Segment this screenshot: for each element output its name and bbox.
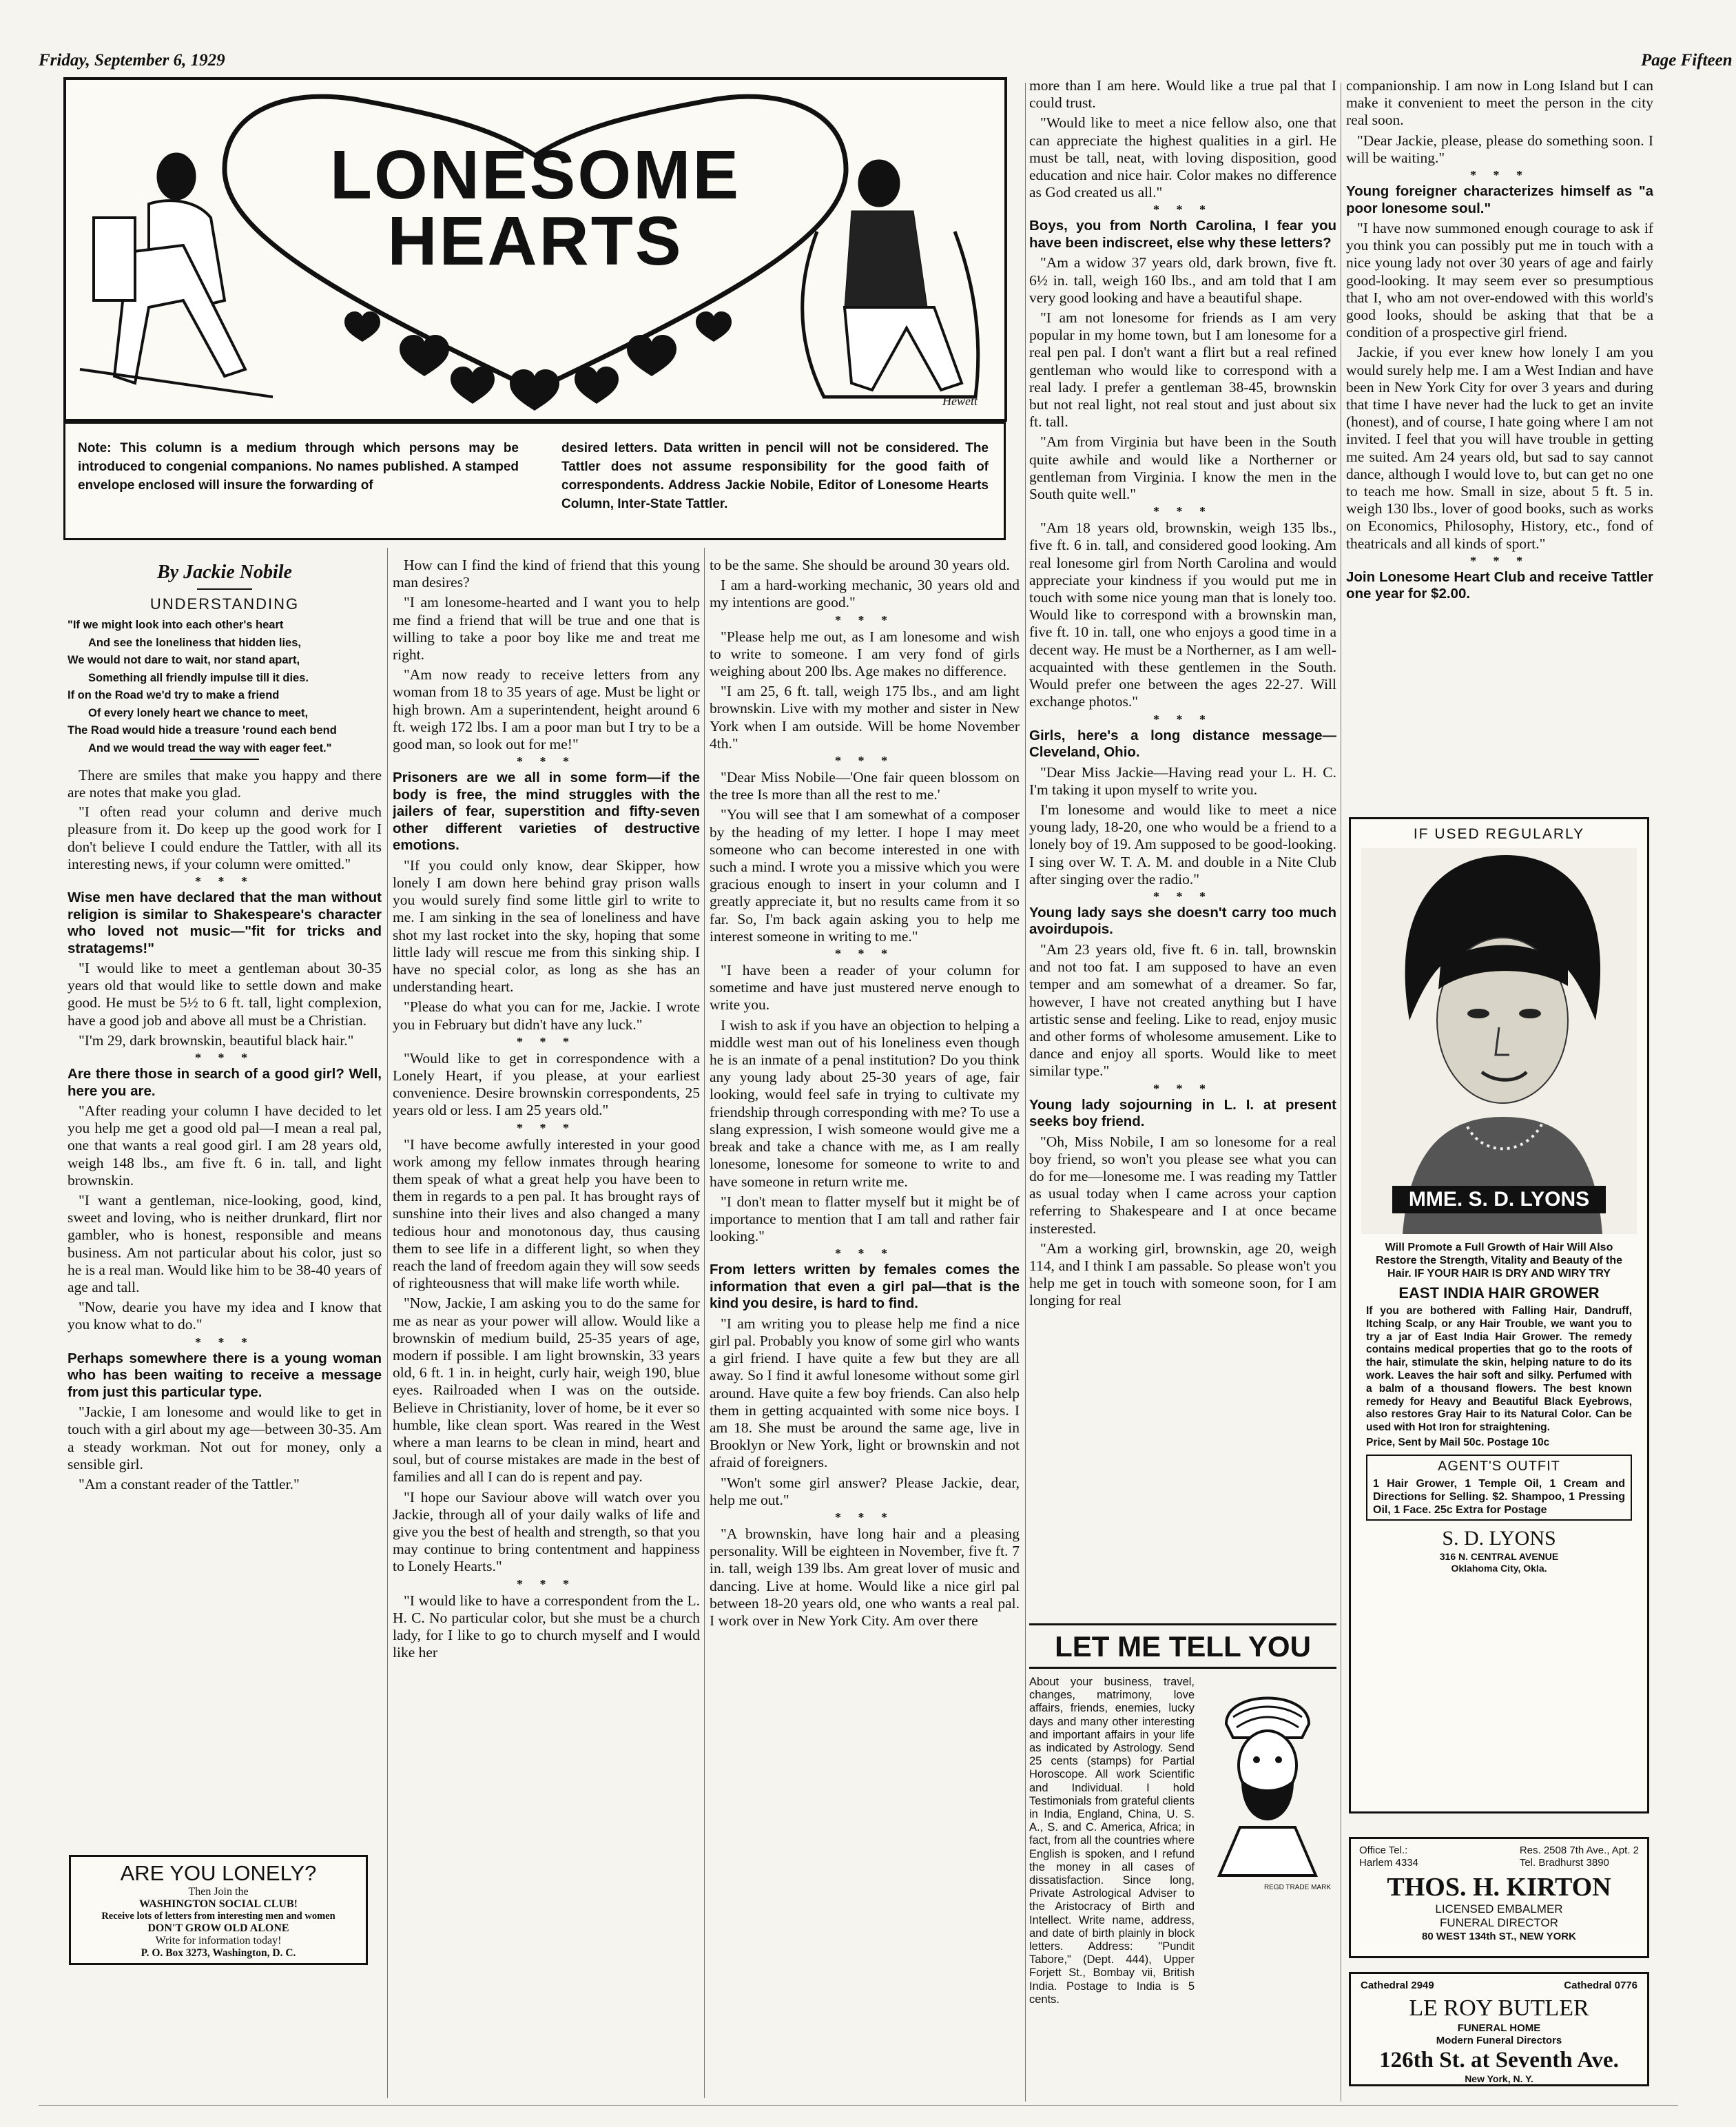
poem-line: The Road would hide a treasure 'round each bend	[68, 724, 337, 737]
separator-stars: * * *	[1153, 889, 1212, 903]
ad-line: LICENSED EMBALMER	[1435, 1902, 1563, 1915]
ad-price: Price, Sent by Mail 50c. Postage 10c	[1366, 1436, 1550, 1448]
paragraph: "I'm 29, dark brownskin, beautiful black hair."	[79, 1031, 354, 1049]
ad-line: Modern Funeral Directors	[1436, 2035, 1562, 2046]
separator-stars: * * *	[1470, 168, 1529, 183]
column-note	[63, 422, 1006, 540]
ad-line: WASHINGTON SOCIAL CLUB!	[139, 1898, 298, 1910]
separator-stars: * * *	[835, 947, 894, 961]
ad-top-rule	[1029, 1623, 1336, 1625]
ad-phones-left	[1359, 1845, 1418, 1869]
residence-number: Tel. Bradhurst 3890	[1519, 1857, 1609, 1869]
paragraph: There are smiles that make you happy and there are notes that make you glad.	[68, 767, 382, 801]
paragraph: more than I am here. Would like a true pal that I could trust.	[1029, 77, 1336, 112]
separator-stars: * * *	[195, 874, 254, 889]
ad-promo: Will Promote a Full Growth of Hair Will Also Restore the Strength, Vitality and Beauty of the Hair. IF YOUR HAIR IS DRY AND WIRY TRY	[1376, 1242, 1622, 1280]
paragraph: "I am 25, 6 ft. tall, weigh 175 lbs., and am light brownskin. Live with my mother and sister in New York when I am outside. Will be home November 4th."	[710, 683, 1020, 752]
poem	[68, 618, 382, 755]
paragraph: "I hope our Saviour above will watch over you Jackie, through all of your daily walks of life and give you the best of health and strength, so that you may continue to bring contentment and happiness to Lonely Hearts."	[393, 1488, 700, 1575]
poem-line: If on the Road we'd try to make a friend	[68, 689, 280, 702]
ad-line: Write for information today!	[155, 1935, 282, 1946]
ad-title: ARE YOU LONELY?	[120, 1861, 317, 1885]
page-number: Page Fifteen	[1641, 51, 1733, 70]
page-bottom-rule	[39, 2105, 1678, 2106]
separator-stars: * * *	[1153, 1081, 1212, 1096]
ad-body-text: About your business, travel, changes, matrimony, love affairs, friends, enemies, lucky days and many other interesting and important affairs in your life as indicated by Astrology. Send 25 cents (stamps) for Partial Horoscope. All work Scientific and Individual. I hold Testimonials from grateful clients in India, England, China, U. S. A., S. and C. America, Africa; in fact, from all the countries where English is spoken, and I refund the money in all cases of dissatisfaction. Since long, Private Astrological Adviser to the Aristocracy of Birth and Intellect. Write name, address, and date of birth plainly in block letters. Address: "Pundit Tabore," (Dept. 444), Upper Forjett St., Bombay vii, British India. Postage to India is 5 cents.	[1029, 1676, 1195, 2006]
separator-stars: * * *	[1153, 504, 1212, 519]
paragraph: "Am now ready to receive letters from any woman from 18 to 35 years of age. Must be light or high brown. Am a superintendent, height around 6 ft. weigh 172 lbs. I am a poor man but I try to be a good man, so look out for me!"	[393, 666, 700, 753]
separator-stars: * * *	[835, 613, 894, 627]
paragraph: "I often read your column and derive much pleasure from it. Do keep up the good work for I don't believe I could endure the Tattler, with all its interesting news, if your column were omitted."	[68, 803, 382, 872]
agents-outfit-box	[1366, 1455, 1632, 1521]
ad-top-line: IF USED REGULARLY	[1413, 826, 1585, 842]
ad-name: LE ROY BUTLER	[1409, 1995, 1589, 2021]
ad-title: LET ME TELL YOU	[1055, 1630, 1311, 1663]
separator-stars: * * *	[1153, 203, 1212, 217]
paragraph: "I would like to have a correspondent from the L. H. C. No particular color, but she must be a church lady, for I like to go to church myself and I would like her	[393, 1592, 700, 1661]
issue-date: Friday, September 6, 1929	[39, 51, 225, 70]
ad-mme-lyons	[1349, 817, 1649, 1813]
ad-phones	[1359, 1845, 1639, 1869]
paragraph: "I am lonesome-hearted and I want you to help me find a friend that will be true and one that is willing to take a poor boy like me and treat me right.	[393, 594, 700, 664]
separator-stars: * * *	[1470, 553, 1529, 568]
paragraph: "Am from Virginia but have been in the South quite awhile and would like a Northerner or gentleman from Virginia. I know the men in the South quite well."	[1029, 433, 1336, 503]
paragraph: How can I find the kind of friend that this young man desires?	[393, 557, 700, 591]
paragraph: "You will see that I am somewhat of a composer by the heading of my letter. I hope I may meet someone who can become interested in one with such a mind. I wrote you a missive which you were gracious enough to insert in your column and I greatly appreciate it, but no results came from it so far. So, I'm back again asking you to help me interest someone in writing to me."	[710, 806, 1020, 945]
paragraph: "Please do what you can for me, Jackie. I wrote you in February but didn't have any luck."	[393, 998, 700, 1033]
paragraph: "I am not lonesome for friends as I am very popular in my home town, but I am lonesome for a real pen pal. I don't want a flirt but a real refined gentleman who would like to correspond with a real lady. I prefer a gentleman 38-45, brownskin but not real light, not real stout and just about six ft. tall.	[1029, 309, 1336, 431]
column-rule	[1025, 83, 1026, 2102]
subhead: Young lady sojourning in L. I. at present seeks boy friend.	[1029, 1096, 1336, 1130]
byline: By Jackie Nobile	[157, 562, 292, 583]
poem-line: We would not dare to wait, nor stand apart,	[68, 654, 300, 667]
ad-leroy-butler	[1349, 1972, 1649, 2086]
paragraph: "Dear Miss Nobile—'One fair queen blossom on the tree Is more than all the rest to me.'	[710, 769, 1020, 803]
ad-phones	[1361, 1980, 1637, 1992]
paragraph: "Am 23 years old, five ft. 6 in. tall, brownskin and not too fat. I am supposed to have an even temper and am somewhat of a dreamer. So far, however, I have not created anything but I have artistic sense and feeling. Like to read, enjoy music and other forms of wholesome amusement. Like to dance and enjoy all sports. Would like to meet similar type."	[1029, 941, 1336, 1080]
paragraph: "Would like to meet a nice fellow also, one that can appreciate the highest qualities in a girl. He must be tall, neat, with loving disposition, good education and nice hair. Color makes no difference as God created us all."	[1029, 114, 1336, 201]
lyons-name-plate: MME. S. D. LYONS	[1392, 1186, 1606, 1213]
paragraph: "Dear Jackie, please, please do something soon. I will be waiting."	[1346, 132, 1653, 166]
paragraph: "I would like to meet a gentleman about 30-35 years old that would like to settle down and make good. He must be 5½ to 6 ft. tall, light complexion, have a good job and above all must be a Christian.	[68, 960, 382, 1029]
paragraph: "I have now summoned enough courage to ask if you think you can possibly put me in touch with a nice young lady not over 30 years of age and fairly good-looking. It may seem ever so presumptious that I, who am not over-endowed with this world's good looks, should be asking that that be a condition of a prospective girl friend.	[1346, 220, 1653, 341]
ad-line: FUNERAL HOME	[1457, 2022, 1541, 2034]
paragraph: "Please help me out, as I am lonesome and wish to write to someone. I am very fond of girls weighing about 200 lbs. Age makes no difference.	[710, 628, 1020, 680]
paragraph: "A brownskin, have long hair and a pleasing personality. Will be eighteen in November, five ft. 7 in. tall, weigh 139 lbs. Am great lover of music and dancing. Live at home. Would like a nice girl pal between 18-20 years old, one who wants a real pal. I work over in New York City. Am over there	[710, 1525, 1020, 1630]
poem-line: And we would tread the way with eager feet."	[88, 741, 332, 754]
ad-line: Then Join the	[188, 1886, 249, 1898]
subhead: Are there those in search of a good girl? Well, here you are.	[68, 1066, 382, 1099]
paragraph: companionship. I am now in Long Island but I can make it convenient to meet the person in the city real soon.	[1346, 77, 1653, 129]
paragraph: "I have become awfully interested in your good work among my fellow inmates through hearing them speak of what a great help you have been to them in regards to a pen pal. It has brought rays of sunshine into their lives and also changed a many tedious hour and monotonous day, thus causing them to see life in a different light, so when they reach the land of freedom again they will sow seeds of righteousness that will make life worth while.	[393, 1136, 700, 1292]
office-number: Harlem 4334	[1359, 1857, 1418, 1869]
ad-let-me-tell-you	[1029, 1623, 1336, 2092]
subhead: Join Lonesome Heart Club and receive Tattler one year for $2.00.	[1346, 568, 1653, 602]
paragraph: "I have been a reader of your column for sometime and have just mustered nerve enough to write you.	[710, 962, 1020, 1014]
paragraph: "Oh, Miss Nobile, I am so lonesome for a real boy friend, so won't you please see what you can do for me—lonesome me. I was reading my Tattler as usual today when I came across your caption referring to Shakespeare and I at once became insterested.	[1029, 1133, 1336, 1237]
poem-line: "If we might look into each other's heart	[68, 619, 284, 632]
paragraph: "After reading your column I have decided to let you help me get a good old pal—I mean a real pal, one that wants a real good girl. I am 28 years old, weigh 148 lbs., am five ft. 6 in. tall, and light brownskin.	[68, 1102, 382, 1189]
poem-line: Something all friendly impulse till it dies.	[88, 671, 309, 684]
paragraph: Jackie, if you ever knew how lonely I am you would surely help me. I am a West Indian and have been in New York City for over 3 years and during that time I have never had the luck to get an invite (honest), and of course, I hate going where I am not invited. I feel that you will have trouble in getting me suited. Am 24 years old, but sad to say cannot dance, although I would love to, but can get no one to teach me how. Small in size, about 5 ft. 5 in. weigh 130 lbs., lover of good books, such as works on Economics, Philosophy, History, etc., fond of theatricals and all kinds of sport."	[1346, 344, 1653, 552]
banner-title	[66, 136, 1004, 280]
ad-street: 126th St. at Seventh Ave.	[1379, 2048, 1619, 2073]
subhead: Perhaps somewhere there is a young woman who has been waiting to receive a message from just this particular type.	[68, 1350, 382, 1400]
separator-stars: * * *	[517, 1120, 576, 1135]
paragraph: "If you could only know, dear Skipper, how lonely I am down here behind gray prison walls you would surely find some little girl to write to me. I am sinking in the sea of loneliness and have shot my last rocket into the sky, hoping that some little lady will rescue me from this sinking ship. I have no special color, as long as she has an understanding heart.	[393, 856, 700, 996]
paragraph: "I want a gentleman, nice-looking, good, kind, sweet and loving, who is neither drunkard, flirt nor gambler, who is honest, responsible and means business. Am not particular about his color, just so he is a real man. Would like him to be 38-40 years of age and tall.	[68, 1192, 382, 1296]
trademark-label: REGD TRADE MARK	[1263, 1884, 1331, 1891]
subhead: Young foreigner characterizes himself as "a poor lonesome soul."	[1346, 183, 1653, 216]
ad-line: FUNERAL DIRECTOR	[1440, 1916, 1558, 1929]
paragraph: "Won't some girl answer? Please Jackie, dear, help me out."	[710, 1474, 1020, 1508]
subhead: From letters written by females comes the information that even a girl pal—that is the kind you desire, is hard to find.	[710, 1262, 1020, 1312]
poem-title: UNDERSTANDING	[149, 595, 300, 613]
paragraph: "Now, dearie you have my idea and I know that you know what to do."	[68, 1299, 382, 1333]
ad-are-you-lonely	[69, 1855, 368, 1965]
column-rule	[704, 548, 705, 2098]
subhead: Prisoners are we all in some form—if the body is free, the mind struggles with the jailers of fear, superstition and fifty-seven other different varieties of destructive emotions.	[393, 770, 700, 854]
separator-stars: * * *	[195, 1335, 254, 1349]
paragraph: "I am writing you to please help me find a nice girl pal. Probably you know of some girl who wants a girl friend. I have quite a few but they are all away. So I find it awful lonesome without some girl around. Have quite a few boy friends. Can also help them in getting acquainted with some nice boys. I am 18. She must be around the same age, live in Brooklyn or New York, light or brownskin and not afraid of foreigners.	[710, 1315, 1020, 1471]
separator-stars: * * *	[835, 754, 894, 768]
paragraph: I am a hard-working mechanic, 30 years old and my intentions are good."	[710, 577, 1020, 611]
ad-city: Oklahoma City, Okla.	[1451, 1562, 1547, 1574]
phone-left: Cathedral 2949	[1361, 1980, 1434, 1991]
column-4	[1029, 77, 1336, 1621]
note-right: desired letters. Data written in pencil will not be considered. The Tattler does not assume responsibility for the good faith of correspondents. Address Jackie Nobile, Editor of Lonesome Hearts Column, Inter-State Tattler.	[561, 441, 989, 511]
paragraph: "Am a widow 37 years old, dark brown, five ft. 6½ in. tall, weigh 160 lbs., and am told that I am very good looking and have a beautiful shape.	[1029, 254, 1336, 306]
residence-address: Res. 2508 7th Ave., Apt. 2	[1519, 1845, 1639, 1856]
poem-end-rule	[190, 759, 259, 760]
paragraph: "I don't mean to flatter myself but it might be of importance to mention that I am tall and rather fair looking."	[710, 1193, 1020, 1245]
separator-stars: * * *	[517, 1576, 576, 1591]
paragraph: "Am a constant reader of the Tattler."	[79, 1475, 300, 1492]
ad-kirton	[1349, 1837, 1649, 1958]
poem-line: And see the loneliness that hidden lies,	[88, 636, 301, 649]
poem-rule	[197, 588, 252, 590]
ad-body	[1029, 1676, 1336, 2006]
column-5	[1346, 77, 1653, 808]
column-3	[710, 557, 1020, 2100]
ad-company: S. D. LYONS	[1442, 1526, 1556, 1550]
subhead: Boys, you from North Carolina, I fear you have been indiscreet, else why these letters?	[1029, 218, 1336, 251]
column-1	[68, 557, 382, 1831]
separator-stars: * * *	[835, 1510, 894, 1525]
separator-stars: * * *	[195, 1051, 254, 1065]
paragraph: "Am a working girl, brownskin, age 20, weigh 114, and I think I am passable. So please won't you help me get in touch with someone soon, for I am longing for real	[1029, 1240, 1336, 1309]
separator-stars: * * *	[517, 754, 576, 769]
paragraph: "Am 18 years old, brownskin, weigh 135 lbs., five ft. 6 in. tall, and considered good looking. Am real lonesome girl from North Carolina and would appreciate your kindness if you would put me in touch with some nice young man that is lonely too. Would like to correspond with a brownskin man, five ft. 10 in. tall, one who enjoys a good time in a decent way. He must be a Northerner, as I am well-acquainted with these gentlemen in the South. Would prefer one between the ages 22-27. Will exchange photos."	[1029, 520, 1336, 710]
separator-stars: * * *	[1153, 712, 1212, 726]
ad-product: EAST INDIA HAIR GROWER	[1398, 1284, 1600, 1302]
paragraph: I'm lonesome and would like to meet a nice young lady, 18-20, one who would be a friend to a lonely boy of 19. Am supposed to be good-looking. I sing over W. T. A. M. and double in a Nite Club after singing over the radio."	[1029, 801, 1336, 887]
ad-address: 80 WEST 134th ST., NEW YORK	[1422, 1931, 1576, 1942]
subhead: Young lady says she doesn't carry too much avoirdupois.	[1029, 904, 1336, 938]
office-label: Office Tel.:	[1359, 1845, 1408, 1856]
paragraph: to be the same. She should be around 30 years old.	[710, 557, 1010, 573]
ad-body-text: If you are bothered with Falling Hair, Dandruff, Itching Scalp, or any Hair Trouble, we want you to try a jar of East India Hair Grower. The remedy contains medical properties that go to the roots of the hair, stimulate the skin, helping nature to do its work. Leaves the hair soft and silky. Perfumed with a balm of a thousand flowers. The best known remedy for Heavy and Beautiful Black Eyebrows, also restores Gray Hair to its Natural Color. Can be used with Hot Iron for straightening.	[1366, 1305, 1632, 1434]
ad-line: Receive lots of letters from interesting men and women	[101, 1911, 335, 1922]
paragraph: "Now, Jackie, I am asking you to do the same for me as near as your power will allow. Would like a brownskin of medium build, 25-35 years of age, modern if possible. I am light brownskin, 33 years old, 6 ft. 1 in. in height, curly hair, weigh 190, blue eyes. Railroaded when I was on the outside. Believe in Christianity, lover of home, be it ever so humble, like clean sport. Was reared in the West where a man learns to be clean in mind, heart and soul, but of course mistakes are made in the best of families and all I can do is repent and pay.	[393, 1295, 700, 1486]
ad-title-rule	[1029, 1667, 1336, 1669]
banner-title-line2: HEARTS	[387, 203, 683, 280]
lonesome-hearts-banner	[63, 77, 1007, 422]
ad-name: THOS. H. KIRTON	[1387, 1873, 1611, 1902]
paragraph: "Jackie, I am lonesome and would like to get in touch with a girl about my age—between 30-35. Am a steady workman. Not out for money, only a sensible girl.	[68, 1404, 382, 1472]
column-rule	[387, 548, 388, 2098]
phone-right: Cathedral 0776	[1564, 1980, 1637, 1991]
separator-stars: * * *	[835, 1246, 894, 1261]
ad-phones-right	[1520, 1845, 1639, 1869]
astrologer-portrait	[1199, 1676, 1336, 1882]
outfit-text: 1 Hair Grower, 1 Temple Oil, 1 Cream and Directions for Selling. $2. Shampoo, 1 Pressing Oil, 1 Face. 25c Extra for Postage	[1373, 1477, 1625, 1516]
paragraph: "Would like to get in correspondence with a Lonely Heart, if you please, at your earliest convenience. Desire brownskin correspondents, 25 years old or less. I am 25 years old."	[393, 1049, 700, 1119]
banner-title-line1: LONESOME	[329, 136, 741, 214]
ad-address: 316 N. CENTRAL AVENUE	[1439, 1550, 1559, 1562]
poem-line: Of every lonely heart we chance to meet,	[88, 706, 309, 719]
outfit-title: AGENT'S OUTFIT	[1438, 1458, 1560, 1474]
ad-line: P. O. Box 3273, Washington, D. C.	[141, 1947, 296, 1959]
paragraph: I wish to ask if you have an objection to helping a middle west man out of his loneliness even though he is an inmate of a penal institution? Do you think any young lady about 25-30 years of age, fair looking, would feel safe in trying to cultivate my friendship through corresponding with me? To use a slang expression, I wish someone would give me a break and take a chance with me, as I am really lonesome, lonesome for someone to write to and have someone in return write me.	[710, 1016, 1020, 1190]
ad-city: New York, N. Y.	[1465, 2073, 1533, 2084]
lyons-portrait	[1361, 848, 1637, 1234]
artist-signature: Hewett	[942, 394, 978, 408]
ad-line: DON'T GROW OLD ALONE	[147, 1922, 289, 1934]
note-left: Note: This column is a medium through which persons may be introduced to congenial companions. No names published. A stamped envelope enclosed will insure the forwarding of	[78, 441, 519, 493]
subhead: Wise men have declared that the man without religion is similar to Shakespeare's character who loved not music—"fit for tricks and stratagems!"	[68, 890, 382, 956]
separator-stars: * * *	[517, 1034, 576, 1049]
subhead: Girls, here's a long distance message—Cleveland, Ohio.	[1029, 727, 1336, 760]
paragraph: "Dear Miss Jackie—Having read your L. H. C. I'm taking it upon myself to write you.	[1029, 763, 1336, 798]
column-2	[393, 557, 700, 2100]
